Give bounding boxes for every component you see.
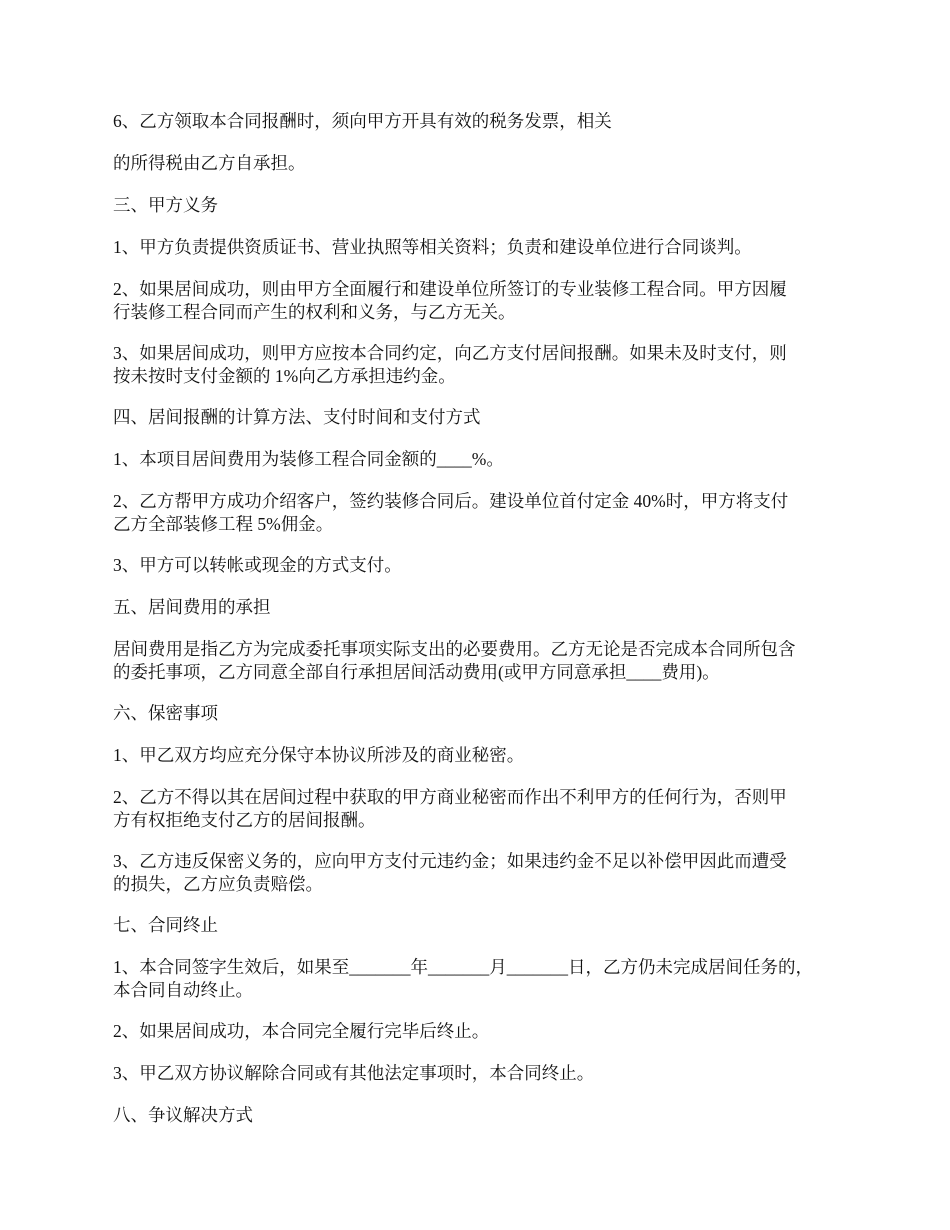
section-heading-commission (113, 406, 858, 429)
paragraph-expenses (113, 638, 858, 684)
text-line: 按未按时支付金额的 1%向乙方承担违约金。 (113, 366, 456, 386)
section-heading-confidentiality (113, 702, 858, 725)
text-line: 行装修工程合同而产生的权利和义务，与乙方无关。 (113, 302, 516, 322)
paragraph-a-obligation-2 (113, 278, 858, 324)
text-line: 的委托事项，乙方同意全部自行承担居间活动费用(或甲方同意承担____费用)。 (113, 662, 720, 682)
paragraph-a-obligation-1 (113, 236, 858, 259)
section-heading-party-a-obligations (113, 194, 858, 217)
heading-text: 八、争议解决方式 (113, 1105, 253, 1125)
paragraph-tax-invoice-2 (113, 152, 858, 175)
paragraph-commission-2 (113, 490, 858, 536)
text-line: 2、如果居间成功，则由甲方全面履行和建设单位所签订的专业装修工程合同。甲方因履 (113, 279, 787, 299)
text-line: 3、甲乙双方协议解除合同或有其他法定事项时，本合同终止。 (113, 1063, 595, 1083)
text-line: 3、如果居间成功，则甲方应按本合同约定，向乙方支付居间报酬。如果未及时支付，则 (113, 343, 787, 363)
paragraph-a-obligation-3 (113, 342, 858, 388)
paragraph-confidentiality-1 (113, 744, 858, 767)
heading-text: 四、居间报酬的计算方法、支付时间和支付方式 (113, 407, 481, 427)
paragraph-termination-3 (113, 1062, 858, 1085)
text-line: 2、乙方帮甲方成功介绍客户，签约装修合同后。建设单位首付定金 40%时，甲方将支付 (113, 491, 789, 511)
heading-text: 六、保密事项 (113, 703, 218, 723)
text-line: 居间费用是指乙方为完成委托事项实际支出的必要费用。乙方无论是否完成本合同所包含 (113, 639, 796, 659)
paragraph-termination-2 (113, 1020, 858, 1043)
heading-text: 三、甲方义务 (113, 195, 218, 215)
heading-text: 五、居间费用的承担 (113, 597, 271, 617)
text-line: 乙方全部装修工程 5%佣金。 (113, 514, 334, 534)
text-line: 本合同自动终止。 (113, 980, 253, 1000)
paragraph-confidentiality-3 (113, 850, 858, 896)
text-line: 1、甲乙双方均应充分保守本协议所涉及的商业秘密。 (113, 745, 525, 765)
section-heading-expenses (113, 596, 858, 619)
text-line: 2、乙方不得以其在居间过程中获取的甲方商业秘密而作出不利甲方的任何行为，否则甲 (113, 787, 787, 807)
text-line: 2、如果居间成功，本合同完全履行完毕后终止。 (113, 1021, 490, 1041)
section-heading-dispute-resolution (113, 1104, 858, 1127)
paragraph-confidentiality-2 (113, 786, 858, 832)
text-line: 6、乙方领取本合同报酬时，须向甲方开具有效的税务发票，相关 (113, 111, 612, 131)
text-line: 的损失，乙方应负责赔偿。 (113, 874, 323, 894)
heading-text: 七、合同终止 (113, 915, 218, 935)
text-line: 1、甲方负责提供资质证书、营业执照等相关资料；负责和建设单位进行合同谈判。 (113, 237, 752, 257)
paragraph-commission-1 (113, 448, 858, 471)
text-line: 的所得税由乙方自承担。 (113, 153, 306, 173)
text-line: 3、乙方违反保密义务的，应向甲方支付元违约金；如果违约金不足以补偿甲因此而遭受 (113, 851, 787, 871)
paragraph-commission-3 (113, 554, 858, 577)
text-line: 3、甲方可以转帐或现金的方式支付。 (113, 555, 402, 575)
paragraph-tax-invoice-1 (113, 110, 858, 133)
text-line: 方有权拒绝支付乙方的居间报酬。 (113, 810, 376, 830)
paragraph-termination-1 (113, 956, 858, 1002)
text-line: 1、本合同签字生效后，如果至_______年_______月_______日，乙方仍未完成居间任务的， (113, 957, 813, 977)
section-heading-termination (113, 914, 858, 937)
text-line: 1、本项目居间费用为装修工程合同金额的____%。 (113, 449, 504, 469)
document-body (113, 110, 858, 1146)
